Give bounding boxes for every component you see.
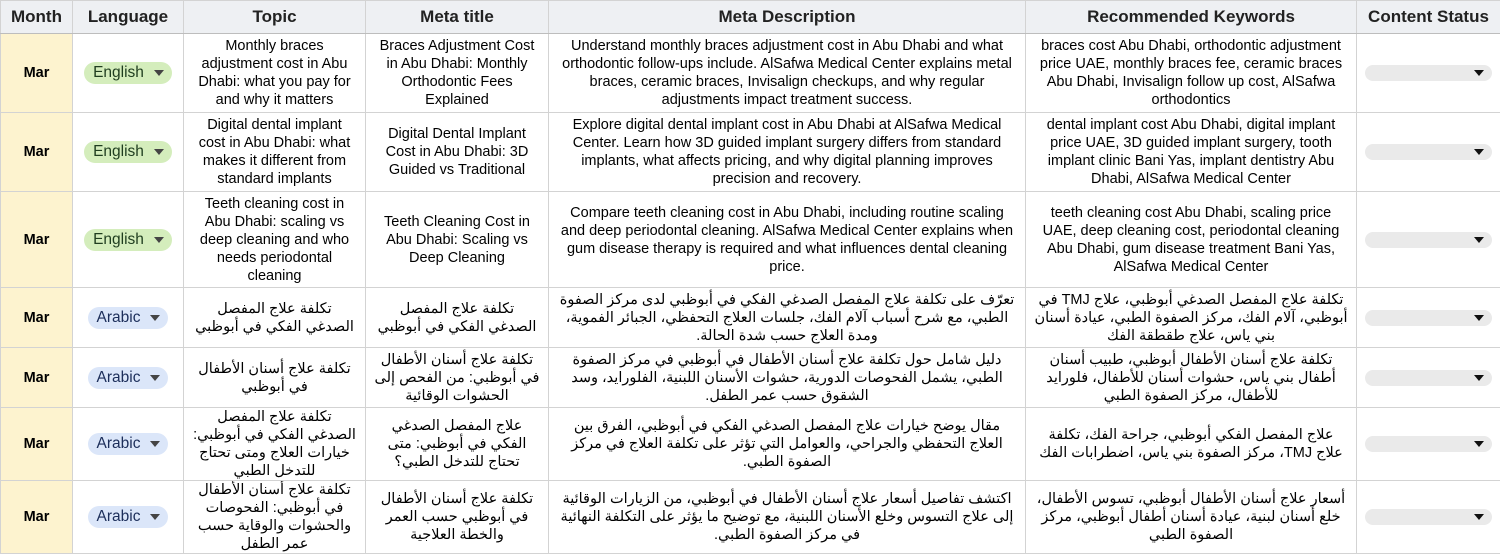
content-status-cell[interactable]: [1357, 481, 1500, 554]
keywords-cell[interactable]: braces cost Abu Dhabi, orthodontic adjustment price UAE, monthly braces fee, ceramic braces Abu Dhabi, Invisalign follow up cost, AlSafwa orthodontics: [1026, 34, 1357, 113]
table-row: [1, 348, 1500, 408]
meta-description-cell[interactable]: Compare teeth cleaning cost in Abu Dhabi, including routine scaling and deep periodontal cleaning. AlSafwa Medical Center explains when gum disease therapy is required and what influences dental cleaning price.: [549, 192, 1026, 288]
language-cell[interactable]: [73, 408, 184, 481]
language-chip-label: Arabic: [97, 508, 141, 526]
meta-title-cell[interactable]: علاج المفصل الصدغي الفكي في أبوظبي: متى تحتاج للتدخل الطبي؟: [366, 408, 549, 481]
chevron-down-icon: [150, 315, 160, 321]
topic-cell[interactable]: تكلفة علاج المفصل الصدغي الفكي في أبوظبي: خيارات العلاج ومتى تحتاج للتدخل الطبي: [184, 408, 366, 481]
language-cell[interactable]: [73, 113, 184, 192]
language-dropdown-chip[interactable]: [88, 367, 169, 389]
month-cell[interactable]: Mar: [1, 113, 73, 192]
topic-cell[interactable]: تكلفة علاج المفصل الصدغي الفكي في أبوظبي: [184, 288, 366, 348]
content-status-dropdown[interactable]: [1365, 232, 1492, 248]
topic-cell[interactable]: Teeth cleaning cost in Abu Dhabi: scaling vs deep cleaning and who needs periodontal cleaning: [184, 192, 366, 288]
topic-cell[interactable]: Digital dental implant cost in Abu Dhabi: what makes it different from standard implants: [184, 113, 366, 192]
topic-cell[interactable]: تكلفة علاج أسنان الأطفال في أبوظبي: [184, 348, 366, 408]
chevron-down-icon: [150, 375, 160, 381]
keywords-cell[interactable]: علاج المفصل الفكي أبوظبي، جراحة الفك، تكلفة علاج TMJ، مركز الصفوة بني ياس، اضطرابات الفك: [1026, 408, 1357, 481]
language-chip-label: Arabic: [97, 369, 141, 387]
meta-title-cell[interactable]: Digital Dental Implant Cost in Abu Dhabi: 3D Guided vs Traditional: [366, 113, 549, 192]
chevron-down-icon: [1474, 441, 1484, 447]
language-cell[interactable]: [73, 34, 184, 113]
meta-title-cell[interactable]: تكلفة علاج المفصل الصدغي الفكي في أبوظبي: [366, 288, 549, 348]
chevron-down-icon: [1474, 70, 1484, 76]
table-row: [1, 34, 1500, 113]
language-cell[interactable]: [73, 481, 184, 554]
month-cell[interactable]: Mar: [1, 408, 73, 481]
keywords-cell[interactable]: teeth cleaning cost Abu Dhabi, scaling price UAE, deep cleaning cost, periodontal cleaning Abu Dhabi, gum disease treatment Bani Yas, AlSafwa Medical Center: [1026, 192, 1357, 288]
language-dropdown-chip[interactable]: [84, 62, 172, 84]
content-status-cell[interactable]: [1357, 288, 1500, 348]
meta-description-cell[interactable]: اكتشف تفاصيل أسعار علاج أسنان الأطفال في أبوظبي، من الزيارات الوقائية إلى علاج التسوس وخلع الأسنان اللبنية، مع توضيح ما يؤثر على التكلفة النهائية في مركز الصفوة الطبي.: [549, 481, 1026, 554]
language-dropdown-chip[interactable]: [84, 141, 172, 163]
content-status-dropdown[interactable]: [1365, 370, 1492, 386]
month-cell[interactable]: Mar: [1, 192, 73, 288]
chevron-down-icon: [150, 441, 160, 447]
table-row: [1, 288, 1500, 348]
chevron-down-icon: [150, 514, 160, 520]
topic-cell[interactable]: Monthly braces adjustment cost in Abu Dhabi: what you pay for and why it matters: [184, 34, 366, 113]
chevron-down-icon: [1474, 514, 1484, 520]
meta-title-cell[interactable]: Teeth Cleaning Cost in Abu Dhabi: Scaling vs Deep Cleaning: [366, 192, 549, 288]
content-status-cell[interactable]: [1357, 192, 1500, 288]
meta-title-cell[interactable]: Braces Adjustment Cost in Abu Dhabi: Monthly Orthodontic Fees Explained: [366, 34, 549, 113]
content-status-dropdown[interactable]: [1365, 144, 1492, 160]
content-status-dropdown[interactable]: [1365, 509, 1492, 525]
header-content-status[interactable]: Content Status: [1357, 1, 1500, 34]
keywords-cell[interactable]: dental implant cost Abu Dhabi, digital implant price UAE, 3D guided implant surgery, tooth implant clinic Bani Yas, implant dentistry Abu Dhabi, AlSafwa Medical Center: [1026, 113, 1357, 192]
month-cell[interactable]: Mar: [1, 34, 73, 113]
content-status-dropdown[interactable]: [1365, 436, 1492, 452]
language-chip-label: Arabic: [97, 309, 141, 327]
header-row: [1, 1, 1500, 34]
language-dropdown-chip[interactable]: [84, 229, 172, 251]
chevron-down-icon: [1474, 237, 1484, 243]
chevron-down-icon: [1474, 149, 1484, 155]
content-status-cell[interactable]: [1357, 34, 1500, 113]
language-chip-label: English: [93, 143, 144, 161]
topic-cell[interactable]: تكلفة علاج أسنان الأطفال في أبوظبي: الفحوصات والحشوات والوقاية حسب عمر الطفل: [184, 481, 366, 554]
meta-description-cell[interactable]: دليل شامل حول تكلفة علاج أسنان الأطفال في أبوظبي في مركز الصفوة الطبي، يشمل الفحوصات الدورية، حشوات الأسنان اللبنية، الفلورايد، وسد الشقوق حسب عمر الطفل.: [549, 348, 1026, 408]
month-cell[interactable]: Mar: [1, 348, 73, 408]
table-row: [1, 113, 1500, 192]
table-row: [1, 192, 1500, 288]
language-dropdown-chip[interactable]: [88, 433, 169, 455]
language-chip-label: English: [93, 231, 144, 249]
header-language[interactable]: Language: [73, 1, 184, 34]
meta-description-cell[interactable]: تعرّف على تكلفة علاج المفصل الصدغي الفكي في أبوظبي لدى مركز الصفوة الطبي، مع شرح أسباب آلام الفك، جلسات العلاج التحفظي، الجبائر الفموية، ومدة العلاج حسب شدة الحالة.: [549, 288, 1026, 348]
keywords-cell[interactable]: أسعار علاج أسنان الأطفال أبوظبي، تسوس الأطفال، خلع أسنان لبنية، عيادة أسنان أطفال أبوظبي، مركز الصفوة الطبي: [1026, 481, 1357, 554]
chevron-down-icon: [154, 70, 164, 76]
content-status-cell[interactable]: [1357, 113, 1500, 192]
meta-description-cell[interactable]: مقال يوضح خيارات علاج المفصل الصدغي الفكي في أبوظبي، الفرق بين العلاج التحفظي والجراحي، والعوامل التي تؤثر على تكلفة العلاج في مركز الصفوة الطبي.: [549, 408, 1026, 481]
chevron-down-icon: [154, 149, 164, 155]
month-cell[interactable]: Mar: [1, 481, 73, 554]
month-cell[interactable]: Mar: [1, 288, 73, 348]
content-status-dropdown[interactable]: [1365, 65, 1492, 81]
chevron-down-icon: [154, 237, 164, 243]
meta-title-cell[interactable]: تكلفة علاج أسنان الأطفال في أبوظبي حسب العمر والخطة العلاجية: [366, 481, 549, 554]
language-dropdown-chip[interactable]: [88, 307, 169, 329]
meta-description-cell[interactable]: Understand monthly braces adjustment cost in Abu Dhabi and what orthodontic follow-ups include. AlSafwa Medical Center explains metal braces, ceramic braces, Invisalign checkups, and why regular adjustments impact treatment success.: [549, 34, 1026, 113]
header-recommended-keywords[interactable]: Recommended Keywords: [1026, 1, 1357, 34]
content-status-cell[interactable]: [1357, 408, 1500, 481]
language-chip-label: Arabic: [97, 435, 141, 453]
language-cell[interactable]: [73, 192, 184, 288]
table-row: [1, 408, 1500, 481]
content-status-cell[interactable]: [1357, 348, 1500, 408]
language-cell[interactable]: [73, 288, 184, 348]
keywords-cell[interactable]: تكلفة علاج أسنان الأطفال أبوظبي، طبيب أسنان أطفال بني ياس، حشوات أسنان للأطفال، فلورايد للأطفال، مركز الصفوة الطبي: [1026, 348, 1357, 408]
language-chip-label: English: [93, 64, 144, 82]
meta-title-cell[interactable]: تكلفة علاج أسنان الأطفال في أبوظبي: من الفحص إلى الحشوات الوقائية: [366, 348, 549, 408]
language-dropdown-chip[interactable]: [88, 506, 169, 528]
keywords-cell[interactable]: تكلفة علاج المفصل الصدغي أبوظبي، علاج TMJ في أبوظبي، آلام الفك، مركز الصفوة الطبي، عيادة أسنان بني ياس، علاج طقطقة الفك: [1026, 288, 1357, 348]
language-cell[interactable]: [73, 348, 184, 408]
chevron-down-icon: [1474, 315, 1484, 321]
header-meta-title[interactable]: Meta title: [366, 1, 549, 34]
header-month[interactable]: Month: [1, 1, 73, 34]
meta-description-cell[interactable]: Explore digital dental implant cost in Abu Dhabi at AlSafwa Medical Center. Learn how 3D guided implant surgery differs from standard implants, what affects pricing, and why digital planning improves precision and recovery.: [549, 113, 1026, 192]
table-row: [1, 481, 1500, 554]
content-status-dropdown[interactable]: [1365, 310, 1492, 326]
header-meta-description[interactable]: Meta Description: [549, 1, 1026, 34]
chevron-down-icon: [1474, 375, 1484, 381]
header-topic[interactable]: Topic: [184, 1, 366, 34]
